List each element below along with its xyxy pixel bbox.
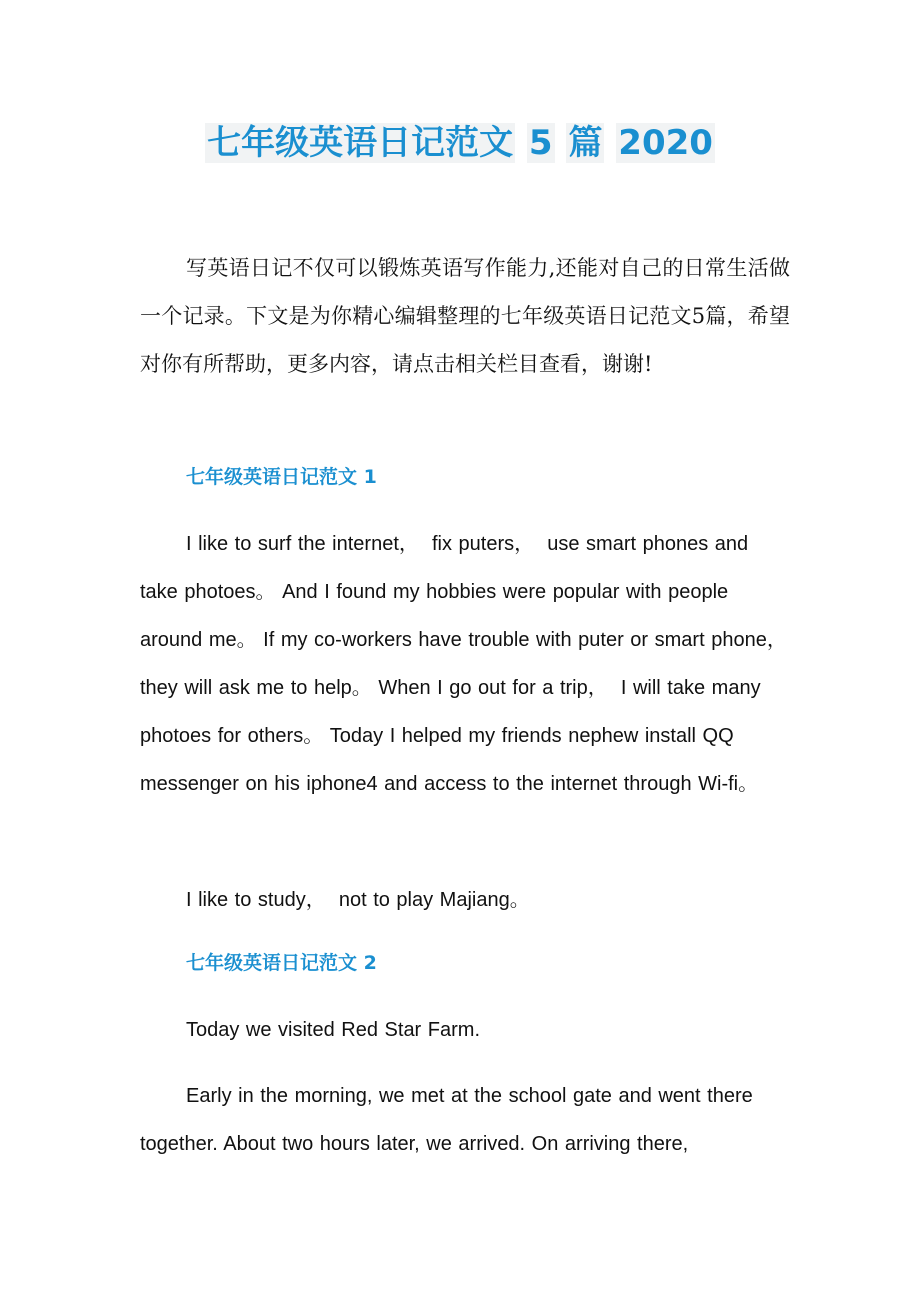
body-paragraph: Today we visited Red Star Farm. bbox=[186, 1019, 480, 1041]
title-part-3: 篇 bbox=[568, 123, 603, 163]
page-title bbox=[0, 116, 920, 170]
body-paragraph: Early in the morning, we met at the school gate and went there together. About two hours later, we arrived. On arriving there, bbox=[140, 1085, 760, 1155]
body-paragraph: I like to study， not to play Majiang。 bbox=[186, 889, 530, 911]
body-paragraph: I like to surf the internet， fix puters， use smart phones and take photoes。 And I found my hobbies were popular with people around me。 If my co-workers have trouble with puter or smart phone， they will ask me to help。 When I go out for a trip， I will take many photoes for others。 Today I helped my friends nephew install QQ messenger on his iphone4 and access to the internet through Wi-fi。 bbox=[140, 533, 800, 795]
intro-paragraph: 写英语日记不仅可以锻炼英语写作能力,还能对自己的日常生活做一个记录。下文是为你精心编辑整理的七年级英语日记范文5篇，希望对你有所帮助，更多内容，请点击相关栏目查看，谢谢! bbox=[140, 256, 790, 376]
section-heading-1: 七年级英语日记范文 1 bbox=[186, 466, 377, 488]
section-heading-2: 七年级英语日记范文 2 bbox=[186, 952, 377, 974]
title-part-2: 5 bbox=[528, 123, 553, 163]
title-part-1: 七年级英语日记范文 bbox=[207, 123, 514, 163]
title-part-4: 2020 bbox=[618, 123, 713, 163]
